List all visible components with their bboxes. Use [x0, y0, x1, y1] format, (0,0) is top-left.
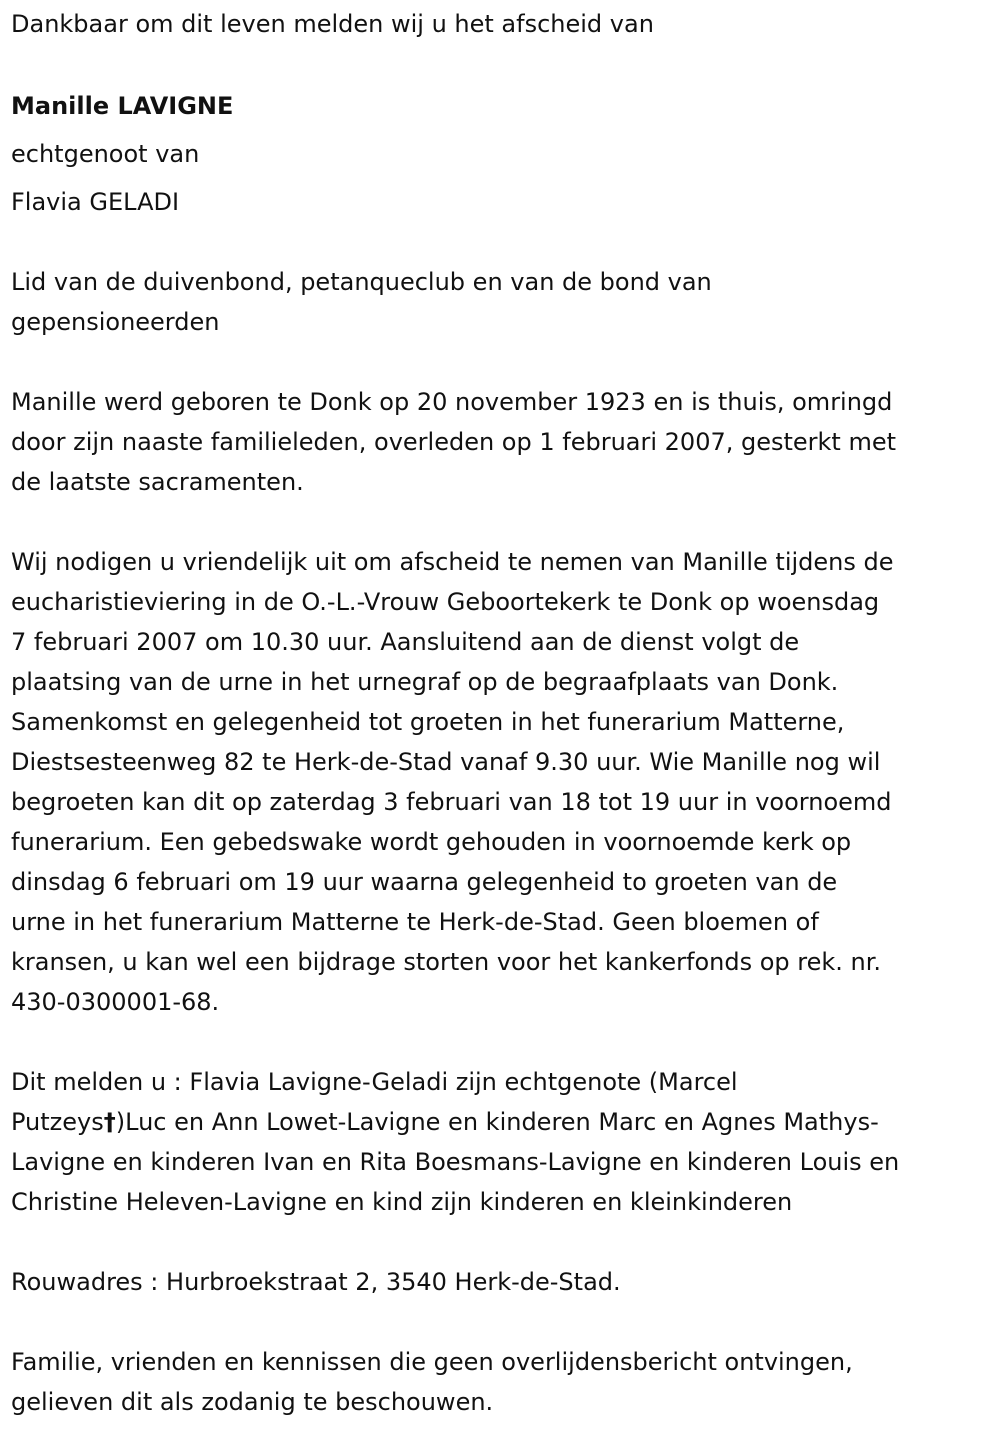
invitation-paragraph: [11, 542, 993, 1022]
paragraph-line: urne in het funerarium Matterne te Herk-de-Stad. Geen bloemen of: [11, 908, 819, 936]
paragraph-line: de laatste sacramenten.: [11, 468, 304, 496]
paragraph-line: Familie, vrienden en kennissen die geen overlijdensbericht ontvingen,: [11, 1348, 853, 1376]
paragraph-line: 430-0300001-68.: [11, 988, 220, 1016]
notice-paragraph: [11, 1342, 993, 1422]
paragraph-line: Dit melden u : Flavia Lavigne-Geladi zijn echtgenote (Marcel: [11, 1068, 738, 1096]
spouse-name: Flavia GELADI: [11, 188, 180, 216]
birth-death-paragraph: [11, 382, 993, 502]
membership-paragraph: [11, 262, 993, 342]
paragraph-line: door zijn naaste familieleden, overleden op 1 februari 2007, gesterkt met: [11, 428, 897, 456]
paragraph-line: 7 februari 2007 om 10.30 uur. Aansluitend aan de dienst volgt de: [11, 628, 800, 656]
paragraph-line: begroeten kan dit op zaterdag 3 februari van 18 tot 19 uur in voornoemd: [11, 788, 892, 816]
paragraph-line: [11, 1102, 993, 1142]
paragraph-line: plaatsing van de urne in het urnegraf op de begraafplaats van Donk.: [11, 668, 839, 696]
paragraph-line: Lavigne en kinderen Ivan en Rita Boesmans-Lavigne en kinderen Louis en: [11, 1148, 900, 1176]
cross-icon: †: [103, 1108, 116, 1136]
intro-text: Dankbaar om dit leven melden wij u het afscheid van: [11, 10, 654, 38]
paragraph-line: eucharistieviering in de O.-L.-Vrouw Geboortekerk te Donk op woensdag: [11, 588, 880, 616]
mourning-address: Rouwadres : Hurbroekstraat 2, 3540 Herk-de-Stad.: [11, 1268, 621, 1296]
paragraph-line: dinsdag 6 februari om 19 uur waarna gelegenheid to groeten van de: [11, 868, 838, 896]
relation-text: echtgenoot van: [11, 140, 200, 168]
paragraph-line: Samenkomst en gelegenheid tot groeten in het funerarium Matterne,: [11, 708, 845, 736]
paragraph-line: Wij nodigen u vriendelijk uit om afscheid te nemen van Manille tijdens de: [11, 548, 894, 576]
paragraph-line: Lid van de duivenbond, petanqueclub en van de bond van: [11, 268, 712, 296]
paragraph-line: kransen, u kan wel een bijdrage storten voor het kankerfonds op rek. nr.: [11, 948, 882, 976]
family-text: Putzeys: [11, 1108, 104, 1136]
deceased-name: Manille LAVIGNE: [11, 92, 234, 120]
paragraph-line: Manille werd geboren te Donk op 20 november 1923 en is thuis, omringd: [11, 388, 893, 416]
family-paragraph: [11, 1062, 993, 1222]
family-text: )Luc en Ann Lowet-Lavigne en kinderen Marc en Agnes Mathys-: [115, 1108, 879, 1136]
paragraph-line: Christine Heleven-Lavigne en kind zijn kinderen en kleinkinderen: [11, 1188, 793, 1216]
paragraph-line: gelieven dit als zodanig te beschouwen.: [11, 1388, 494, 1416]
paragraph-line: gepensioneerden: [11, 308, 220, 336]
paragraph-line: funerarium. Een gebedswake wordt gehouden in voornoemde kerk op: [11, 828, 852, 856]
paragraph-line: Diestsesteenweg 82 te Herk-de-Stad vanaf 9.30 uur. Wie Manille nog wil: [11, 748, 881, 776]
